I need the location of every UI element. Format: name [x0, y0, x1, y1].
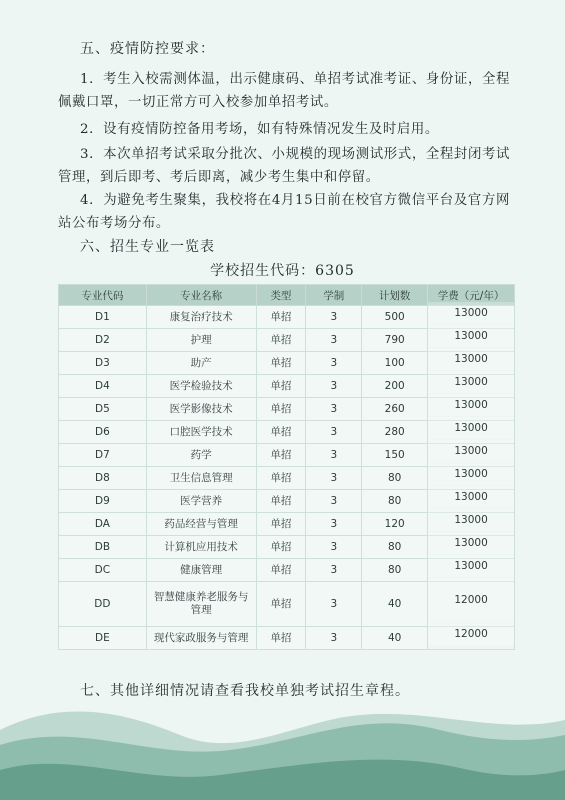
table-cell: 单招: [256, 398, 306, 421]
decorative-hills: [0, 690, 565, 800]
table-cell: 健康管理: [146, 559, 256, 582]
table-row: [59, 582, 515, 627]
table-cell: 3: [306, 536, 362, 559]
table-row: [59, 627, 515, 650]
table-cell: 单招: [256, 467, 306, 490]
table-cell: 药品经营与管理: [146, 513, 256, 536]
table-cell: 13000: [428, 463, 515, 486]
table-cell: 120: [362, 513, 428, 536]
table-cell: 80: [362, 536, 428, 559]
table-cell: 助产: [146, 352, 256, 375]
table-cell: 3: [306, 559, 362, 582]
table-cell: 13000: [428, 486, 515, 509]
table-cell: 80: [362, 467, 428, 490]
table-cell: 单招: [256, 490, 306, 513]
table-cell: 12000: [428, 623, 515, 646]
table-cell: 3: [306, 398, 362, 421]
table-cell: 13000: [428, 394, 515, 417]
table-cell: 13000: [428, 348, 515, 371]
table-cell: D4: [59, 375, 147, 398]
table-cell: 13000: [428, 417, 515, 440]
table-cell: 13000: [428, 555, 515, 578]
table-cell: 3: [306, 375, 362, 398]
table-cell: 卫生信息管理: [146, 467, 256, 490]
table-cell: D9: [59, 490, 147, 513]
table-cell: 单招: [256, 536, 306, 559]
table-cell: 3: [306, 352, 362, 375]
column-header: 类型: [256, 285, 306, 306]
table-cell: 3: [306, 627, 362, 650]
table-cell: 280: [362, 421, 428, 444]
table-cell: 13000: [428, 532, 515, 555]
section7-note: 七、其他详细情况请查看我校单独考试招生章程。: [80, 683, 410, 699]
table-cell: 医学检验技术: [146, 375, 256, 398]
table-cell: 单招: [256, 421, 306, 444]
table-cell: 13000: [428, 325, 515, 348]
table-cell: 医学影像技术: [146, 398, 256, 421]
table-cell: 3: [306, 444, 362, 467]
table-cell: DD: [59, 582, 147, 627]
table-cell: 护理: [146, 329, 256, 352]
table-cell: 单招: [256, 352, 306, 375]
table-cell: 3: [306, 513, 362, 536]
table-cell: 12000: [428, 578, 515, 623]
table-cell: D1: [59, 306, 147, 329]
table-cell: DE: [59, 627, 147, 650]
table-cell: 200: [362, 375, 428, 398]
column-header: 学费（元/年）: [428, 285, 515, 306]
table-cell: 13000: [428, 509, 515, 532]
table-cell: D7: [59, 444, 147, 467]
table-cell: DC: [59, 559, 147, 582]
section5-item-3: 3．本次单招考试采取分批次、小规模的现场测试形式，全程封闭考试管理，到后即考、考后即离，减少考生集中和停留。: [58, 147, 510, 185]
section5-heading: 五、疫情防控要求：: [80, 41, 215, 57]
table-cell: 13000: [428, 440, 515, 463]
table-cell: 单招: [256, 306, 306, 329]
table-cell: 3: [306, 306, 362, 329]
table-cell: D8: [59, 467, 147, 490]
table-cell: DA: [59, 513, 147, 536]
table-cell: 单招: [256, 559, 306, 582]
table-cell: 单招: [256, 444, 306, 467]
column-header: 计划数: [362, 285, 428, 306]
table-cell: 单招: [256, 329, 306, 352]
table-cell: D2: [59, 329, 147, 352]
table-cell: 口腔医学技术: [146, 421, 256, 444]
table-cell: 13000: [428, 371, 515, 394]
table-cell: 3: [306, 467, 362, 490]
table-cell: D5: [59, 398, 147, 421]
table-cell: 40: [362, 627, 428, 650]
column-header: 专业名称: [146, 285, 256, 306]
column-header: 专业代码: [59, 285, 147, 306]
majors-table: [58, 284, 515, 650]
table-cell: 40: [362, 582, 428, 627]
table-cell: 智慧健康养老服务与管理: [146, 582, 256, 627]
table-cell: D6: [59, 421, 147, 444]
table-cell: 100: [362, 352, 428, 375]
table-cell: 80: [362, 559, 428, 582]
section5-item-2: 2．设有疫情防控备用考场，如有特殊情况发生及时启用。: [80, 122, 439, 137]
table-cell: 500: [362, 306, 428, 329]
table-cell: 单招: [256, 582, 306, 627]
section5-item-4: 4．为避免考生聚集，我校将在4月15日前在校官方微信平台及官方网站公布考场分布。: [58, 193, 510, 231]
table-cell: 康复治疗技术: [146, 306, 256, 329]
table-cell: 单招: [256, 375, 306, 398]
table-cell: DB: [59, 536, 147, 559]
table-cell: 150: [362, 444, 428, 467]
table-cell: 单招: [256, 513, 306, 536]
section5-item-1: 1．考生入校需测体温，出示健康码、单招考试准考证、身份证，全程佩戴口罩，一切正常方可入校参加单招考试。: [58, 72, 510, 110]
school-code-line: 学校招生代码：6305: [210, 263, 355, 279]
table-cell: 计算机应用技术: [146, 536, 256, 559]
table-cell: 3: [306, 329, 362, 352]
table-cell: 3: [306, 490, 362, 513]
section6-heading: 六、招生专业一览表: [80, 239, 215, 255]
table-cell: 790: [362, 329, 428, 352]
column-header: 学制: [306, 285, 362, 306]
table-cell: 3: [306, 421, 362, 444]
table-cell: 260: [362, 398, 428, 421]
table-cell: 3: [306, 582, 362, 627]
table-cell: 医学营养: [146, 490, 256, 513]
table-cell: 现代家政服务与管理: [146, 627, 256, 650]
table-cell: 单招: [256, 627, 306, 650]
table-cell: 80: [362, 490, 428, 513]
table-cell: 药学: [146, 444, 256, 467]
table-cell: 13000: [428, 302, 515, 325]
table-cell: D3: [59, 352, 147, 375]
